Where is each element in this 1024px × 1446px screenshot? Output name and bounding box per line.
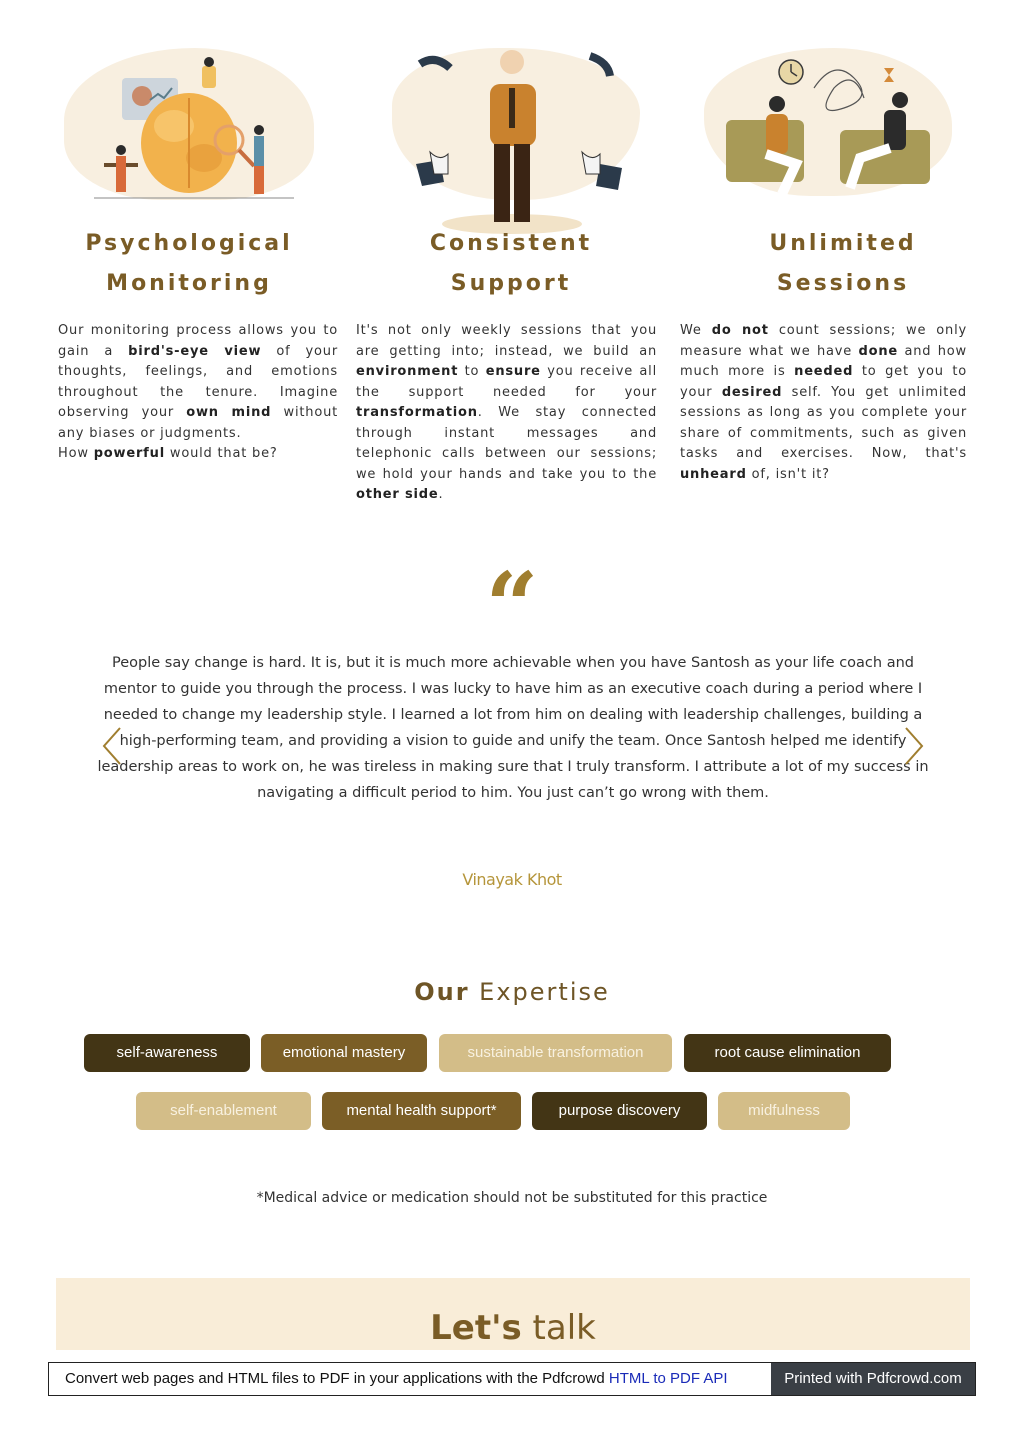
- man-thumbs-up-icon: [400, 44, 640, 239]
- pdfcrowd-footer: [48, 1362, 976, 1396]
- lets-talk-heading: Let's talk: [430, 1308, 596, 1348]
- html-to-pdf-api-link[interactable]: HTML to PDF API: [608, 1370, 728, 1387]
- lets-talk-section: [56, 1278, 970, 1350]
- conversation-icon: [704, 48, 954, 208]
- feature-title-consistent-support: Consistent Support: [429, 231, 593, 296]
- feature-body-consistent-support: It's not only weekly sessions that you are getting into; instead, we build an environment to ensure you receive all the support needed for your transformation. We stay connected through instant messages and telephonic calls between our sessions; we hold your hands and take you to the other side.: [356, 323, 658, 502]
- pill-sustainable-transformation[interactable]: sustainable transformation: [439, 1034, 672, 1072]
- pill-midfulness[interactable]: midfulness: [718, 1092, 850, 1130]
- expertise-title: Our Expertise: [414, 978, 610, 1006]
- pill-mental-health-support[interactable]: mental health support*: [322, 1092, 521, 1130]
- feature-title-psychological-monitoring: Psychological Monitoring: [85, 231, 293, 296]
- testimonial-text: People say change is hard. It is, but it is much more achievable when you have Santosh as your life coach and mentor to guide you through the process. I was lucky to have him as an executive coach during a period where I needed to change my leadership style. I learned a lot from him on dealing with leadership challenges, building a high-performing team, and providing a vision to guide and unify the team. Once Santosh helped me identify leadership areas to work on, he was tireless in making sure that I truly transform. I attribute a lot of my success in navigating a difficult period to him. You just can’t go wrong with them.: [97, 655, 929, 801]
- quote-icon: “: [485, 552, 539, 660]
- footer-message: Convert web pages and HTML files to PDF in your applications with the Pdfcrowd HTML to PDF API: [65, 1370, 728, 1387]
- brain-icon: [64, 48, 314, 203]
- prev-arrow-icon[interactable]: [100, 726, 124, 766]
- pill-root-cause-elimination[interactable]: root cause elimination: [684, 1034, 891, 1072]
- feature-body-unlimited-sessions: We do not count sessions; we only measure what we have done and how much more is needed to get you to your desired self. You get unlimited sessions as long as you complete your share of commitments, such as given tasks and exercises. Now, that's unheard of, isn't it?: [680, 323, 968, 482]
- pill-self-awareness[interactable]: self-awareness: [84, 1034, 250, 1072]
- pill-emotional-mastery[interactable]: emotional mastery: [261, 1034, 427, 1072]
- feature-title-unlimited-sessions: Unlimited Sessions: [769, 231, 917, 296]
- medical-disclaimer: *Medical advice or medication should not be substituted for this practice: [256, 1190, 768, 1206]
- pill-purpose-discovery[interactable]: purpose discovery: [532, 1092, 707, 1130]
- printed-with-label: Printed with Pdfcrowd.com: [771, 1363, 975, 1395]
- next-arrow-icon[interactable]: [902, 726, 926, 766]
- pill-self-enablement[interactable]: self-enablement: [136, 1092, 311, 1130]
- feature-body-psychological-monitoring: Our monitoring process allows you to gain a bird's-eye view of your thoughts, feelings, and emotions throughout the tenure. Imagine observing your own mind without any biases or judgments. How powerful would that be?: [58, 323, 339, 461]
- testimonial-author: Vinayak Khot: [462, 870, 562, 889]
